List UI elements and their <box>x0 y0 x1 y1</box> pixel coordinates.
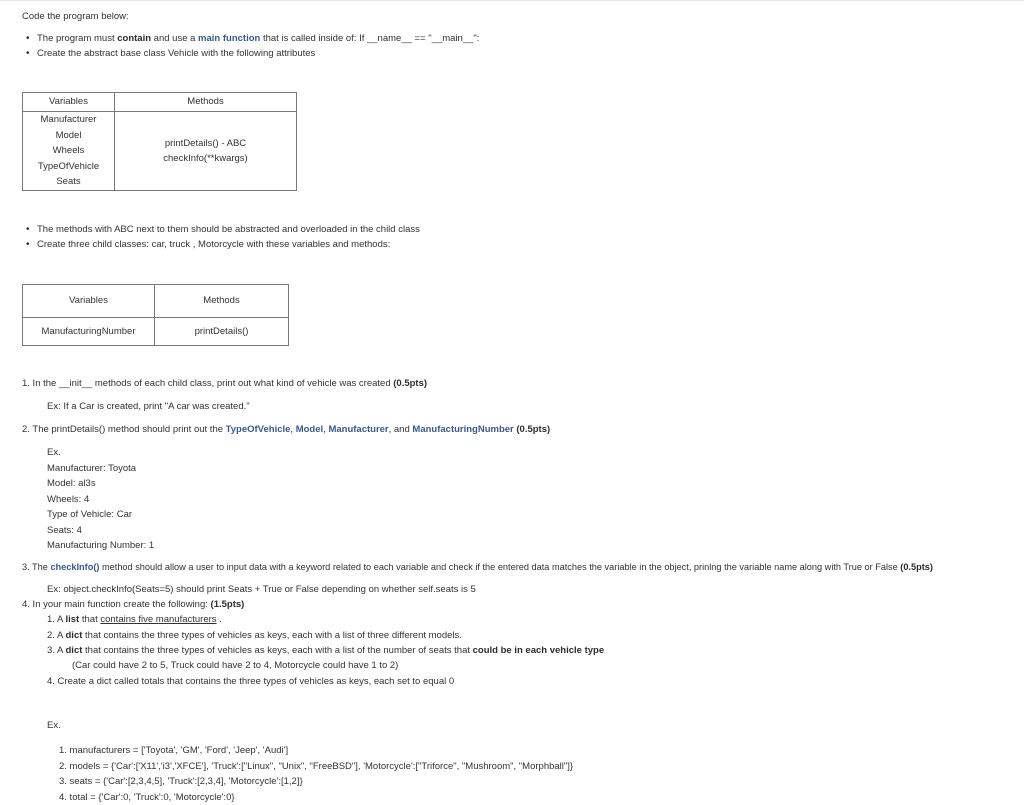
item-4-sub-4: 4. Create a dict called totals that contains the three types of vehicles as keys, each set to equal 0 <box>47 676 455 687</box>
text: that contains the three types of vehicles as keys, each with a list of three different models. <box>82 630 462 641</box>
text: 3. The <box>22 562 51 572</box>
points: (0.5pts) <box>393 378 428 389</box>
bold-dict: dict <box>65 645 83 656</box>
kw-model: Model <box>295 424 324 435</box>
methods-cell <box>115 112 297 191</box>
kw-type-of-vehicle: TypeOfVehicle <box>225 424 291 435</box>
text: , and <box>388 424 413 435</box>
bullet-abstract-base-class: • Create the abstract base class Vehicle with the following attributes <box>37 48 315 59</box>
example-models: 2. models = {'Car':['X11','i3','XFCE'], 'Truck':["Linux", "Unix", "FreeBSD"], 'Motorcycle':["Triforce", "Mushroom", "Morphball"]} <box>59 760 574 772</box>
child-class-table <box>22 284 289 346</box>
item-3 <box>22 562 933 573</box>
kw-manufacturing-number: ManufacturingNumber <box>412 424 514 435</box>
text: , <box>290 424 296 435</box>
intro-text: Code the program below: <box>22 11 129 22</box>
header-methods: Methods <box>155 285 289 318</box>
kw-manufacturer: Manufacturer <box>328 424 389 435</box>
text: The program must <box>37 33 118 44</box>
text: that contains the three types of vehicles as keys, each with a list of the number of seats that <box>82 645 473 656</box>
item-4-sub-1 <box>47 614 222 625</box>
bullet-child-classes: • Create three child classes: car, truck , Motorcycle with these variables and methods: <box>37 239 390 250</box>
method-check-info: checkInfo(**kwargs) <box>163 153 248 164</box>
example-line: Seats: 4 <box>47 524 82 536</box>
item-1-example: Ex: If a Car is created, print "A car was created." <box>47 401 250 412</box>
example-line: Type of Vehicle: Car <box>47 509 133 520</box>
points: (0.5pts) <box>513 424 551 435</box>
top-divider <box>0 0 1024 1</box>
text: that is called inside of: If __name__ == "__main__": <box>260 33 480 44</box>
text: that <box>79 614 101 625</box>
variable-manufacturer: Manufacturer <box>40 114 97 126</box>
text: , <box>323 424 329 435</box>
variables-cell <box>23 112 115 191</box>
bold-list: list <box>65 614 80 625</box>
item-4-sub-2 <box>47 630 462 641</box>
variable-model: Model <box>55 129 82 141</box>
item-3-example: Ex: object.checkInfo(Seats=5) should print Seats + True or False depending on whether self.seats is 5 <box>47 584 476 595</box>
text: method should allow a user to input data with a keyword related to each variable and check if the entered data matches the variable in the object, prinlng the variable name along with True or False <box>99 562 901 572</box>
item-1 <box>22 378 427 389</box>
example-line: Manufacturer: Toyota <box>47 462 137 474</box>
header-variables: Variables <box>23 93 115 112</box>
example-seats: 3. seats = {'Car':[2,3,4,5], 'Truck':[2,3,4], 'Motorcycle':[1,2]} <box>59 776 303 787</box>
example-code-lines <box>59 743 573 805</box>
variable-seats: Seats <box>56 176 81 188</box>
item-4 <box>22 599 244 610</box>
method-print-details: printDetails() - ABC <box>164 137 247 149</box>
bold-dict: dict <box>65 630 83 641</box>
method-print-details: printDetails() <box>155 318 289 346</box>
example-line: Wheels: 4 <box>47 493 90 505</box>
bullet-abc-note: • The methods with ABC next to them should be abstracted and overloaded in the child class <box>37 224 420 235</box>
example-line: Manufacturing Number: 1 <box>47 540 155 551</box>
text: 4. In your main function create the following: <box>22 599 211 610</box>
variable-wheels: Wheels <box>52 145 85 157</box>
points: (1.5pts) <box>210 599 245 610</box>
text: 1. In the __init__ methods of each child class, print out what kind of vehicle was created <box>22 378 394 389</box>
variable-type-of-vehicle: TypeOfVehicle <box>37 160 100 172</box>
example-line: Ex. <box>47 447 61 458</box>
text: 1. A <box>47 614 66 625</box>
item-4-sub-3-note: (Car could have 2 to 5, Truck could have 2 to 4, Motorcycle could have 1 to 2) <box>72 660 399 671</box>
points: (0.5pts) <box>900 562 933 572</box>
item-2-example <box>47 445 154 554</box>
kw-check-info: checkInfo() <box>50 562 100 572</box>
item-2 <box>22 424 550 435</box>
text: and use a <box>151 33 199 44</box>
bold-contain: contain <box>117 33 152 44</box>
header-variables: Variables <box>23 285 155 318</box>
text: . <box>216 614 222 625</box>
text: 3. A <box>47 645 66 656</box>
example-label: Ex. <box>47 720 61 731</box>
item-4-sub-3 <box>47 645 604 656</box>
variable-manufacturing-number: ManufacturingNumber <box>23 318 155 346</box>
text: 2. The printDetails() method should print out the <box>22 424 226 435</box>
bold-text: could be in each vehicle type <box>472 645 605 656</box>
bullet-main-function <box>37 33 479 44</box>
example-line: Model: al3s <box>47 478 96 489</box>
example-manufacturers: 1. manufacturers = ['Toyota', 'GM', 'Ford', 'Jeep', 'Audi'] <box>59 745 289 756</box>
example-total: 4. total = {'Car':0, 'Truck':0, 'Motorcycle':0} <box>59 791 235 803</box>
header-methods: Methods <box>115 93 297 112</box>
underlined-text: contains five manufacturers <box>100 614 217 625</box>
text: 2. A <box>47 630 66 641</box>
bold-main-function: main function <box>198 33 261 44</box>
attributes-table <box>22 92 297 191</box>
